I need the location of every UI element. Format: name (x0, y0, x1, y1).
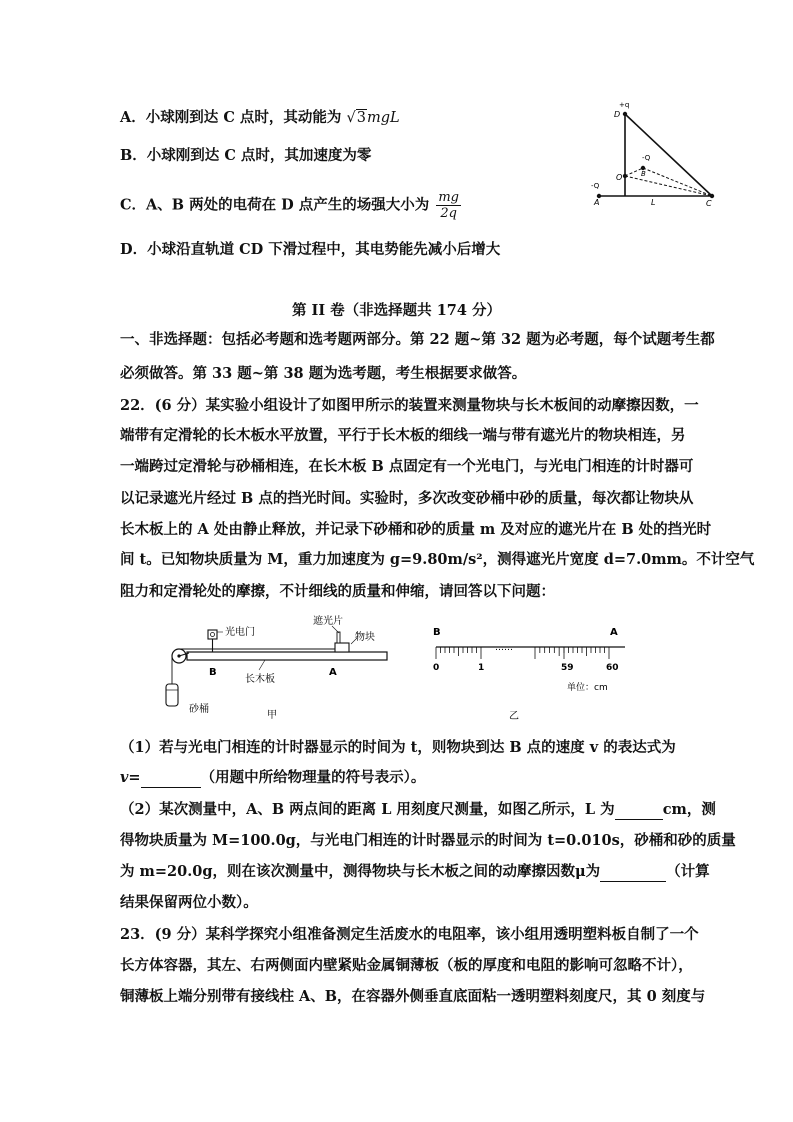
section-title: 第 II 卷（非选择题共 174 分） (291, 302, 502, 319)
ruler-dots: …… (495, 643, 513, 653)
block (335, 643, 349, 652)
label-charge-a: -Q (591, 182, 600, 190)
intro-line-1: 一、非选择题：包括必考题和选考题两部分。第 22 题~第 32 题为必考题，每个试题考生都 (120, 331, 715, 348)
q23-line-1: 23．(9 分）某科学探究小组准备测定生活废水的电阻率，该小组用透明塑料板自制了一个 (120, 926, 699, 943)
label-bucket: 砂桶 (189, 704, 209, 715)
answer-blank-v[interactable] (141, 771, 201, 788)
q22-line-6: 间 t。已知物块质量为 M，重力加速度为 g=9.80m/s²，测得遮光片宽度 d=7.0mm。不计空气 (120, 551, 755, 568)
ruler-tick-1: 1 (478, 663, 485, 673)
answer-blank-mu[interactable] (600, 865, 666, 882)
sand-bucket (166, 684, 178, 706)
ruler-label-b: B (433, 627, 441, 638)
label-o: O (616, 173, 623, 182)
label-c: C (706, 199, 712, 208)
label-charge-o: -Q (642, 154, 651, 162)
label-a: A (594, 198, 600, 207)
ruler-unit: 单位：cm (567, 683, 608, 693)
q22-sub1-line-1: （1）若与光电门相连的计时器显示的时间为 t，则物块到达 B 点的速度 v 的表达式为 (120, 739, 676, 756)
q22-line-3: 一端跨过定滑轮与砂桶相连，在长木板 B 点固定有一个光电门，与光电门相连的计时器可 (120, 458, 694, 475)
fraction: $\frac{mg}{2q}$ (438, 190, 459, 221)
label-photogate: 光电门 (225, 627, 255, 638)
ruler-tick-0: 0 (433, 663, 440, 673)
ruler-label-a: A (610, 627, 618, 638)
ruler-ticks-left (436, 647, 481, 659)
label-board: 长木板 (245, 674, 275, 685)
q22-line-4: 以记录遮光片经过 B 点的挡光时间。实验时，多次改变砂桶中砂的质量，每次都让物块从 (120, 490, 694, 507)
q22-sub2-line-2: 得物块质量为 M=100.0g，与光电门相连的计时器显示的时间为 t=0.010s，砂桶和砂的质量 (120, 832, 736, 849)
option-b: B．小球刚到达 C 点时，其加速度为零 (120, 147, 372, 164)
label-a-point: A (329, 667, 337, 678)
figure-triangle (585, 100, 720, 208)
answer-blank-l[interactable] (615, 803, 663, 820)
label-block: 物块 (355, 632, 375, 643)
q22-sub2-line-4: 结果保留两位小数）。 (120, 894, 258, 911)
figure-ruler (425, 618, 635, 723)
q23-line-2: 长方体容器，其左、右两侧面内壁紧贴金属铜薄板（板的厚度和电阻的影响可忽略不计）， (120, 957, 693, 974)
label-d: D (614, 110, 621, 119)
caption-yi: 乙 (509, 711, 519, 722)
sqrt-expression: √3 (346, 110, 366, 126)
q23-line-3: 铜薄板上端分别带有接线柱 A、B，在容器外侧垂直底面粘一透明塑料刻度尺，其 0 刻度与 (120, 988, 706, 1005)
ruler-ticks-right (535, 647, 609, 659)
label-charge-d: +q (619, 101, 630, 109)
label-l: L (651, 198, 656, 207)
shading-plate (337, 632, 340, 643)
q22-sub1-line-2: v= （用题中所给物理量的符号表示）。 (120, 769, 426, 786)
intro-line-2: 必须做答。第 33 题~第 38 题为选考题，考生根据要求做答。 (120, 365, 527, 382)
option-d: D．小球沿直轨道 CD 下滑过程中，其电势能先减小后增大 (120, 241, 501, 258)
caption-jia: 甲 (267, 710, 277, 721)
q22-line-2: 端带有定滑轮的长木板水平放置，平行于长木板的细线一端与带有遮光片的物块相连，另 (120, 427, 686, 444)
label-b-point: B (209, 667, 217, 678)
option-a: A．小球刚到达 C 点时，其动能为 √3mgL (120, 109, 400, 126)
q22-line-7: 阻力和定滑轮处的摩擦，不计细线的质量和伸缩，请回答以下问题： (120, 583, 555, 600)
label-shading: 遮光片 (313, 616, 343, 627)
ruler-tick-59: 59 (561, 663, 574, 673)
label-b: B (641, 170, 646, 178)
figure-apparatus (165, 610, 405, 725)
long-board (187, 652, 387, 660)
q22-sub2-line-1: （2）某次测量中，A、B 两点间的距离 L 用刻度尺测量，如图乙所示，L 为 cm，测 (120, 801, 716, 818)
ruler-tick-60: 60 (606, 663, 619, 673)
option-c: C．A、B 两处的电荷在 D 点产生的场强大小为 $\frac{mg}{2q}$ (120, 190, 459, 221)
q22-sub2-line-3: 为 m=20.0g，则在该次测量中，测得物块与长木板之间的动摩擦因数μ为 （计算 (120, 863, 710, 880)
q22-line-1: 22．(6 分）某实验小组设计了如图甲所示的装置来测量物块与长木板间的动摩擦因数，一 (120, 397, 699, 414)
q22-line-5: 长木板上的 A 处由静止释放，并记录下砂桶和砂的质量 m 及对应的遮光片在 B 处的挡光时 (120, 521, 712, 538)
